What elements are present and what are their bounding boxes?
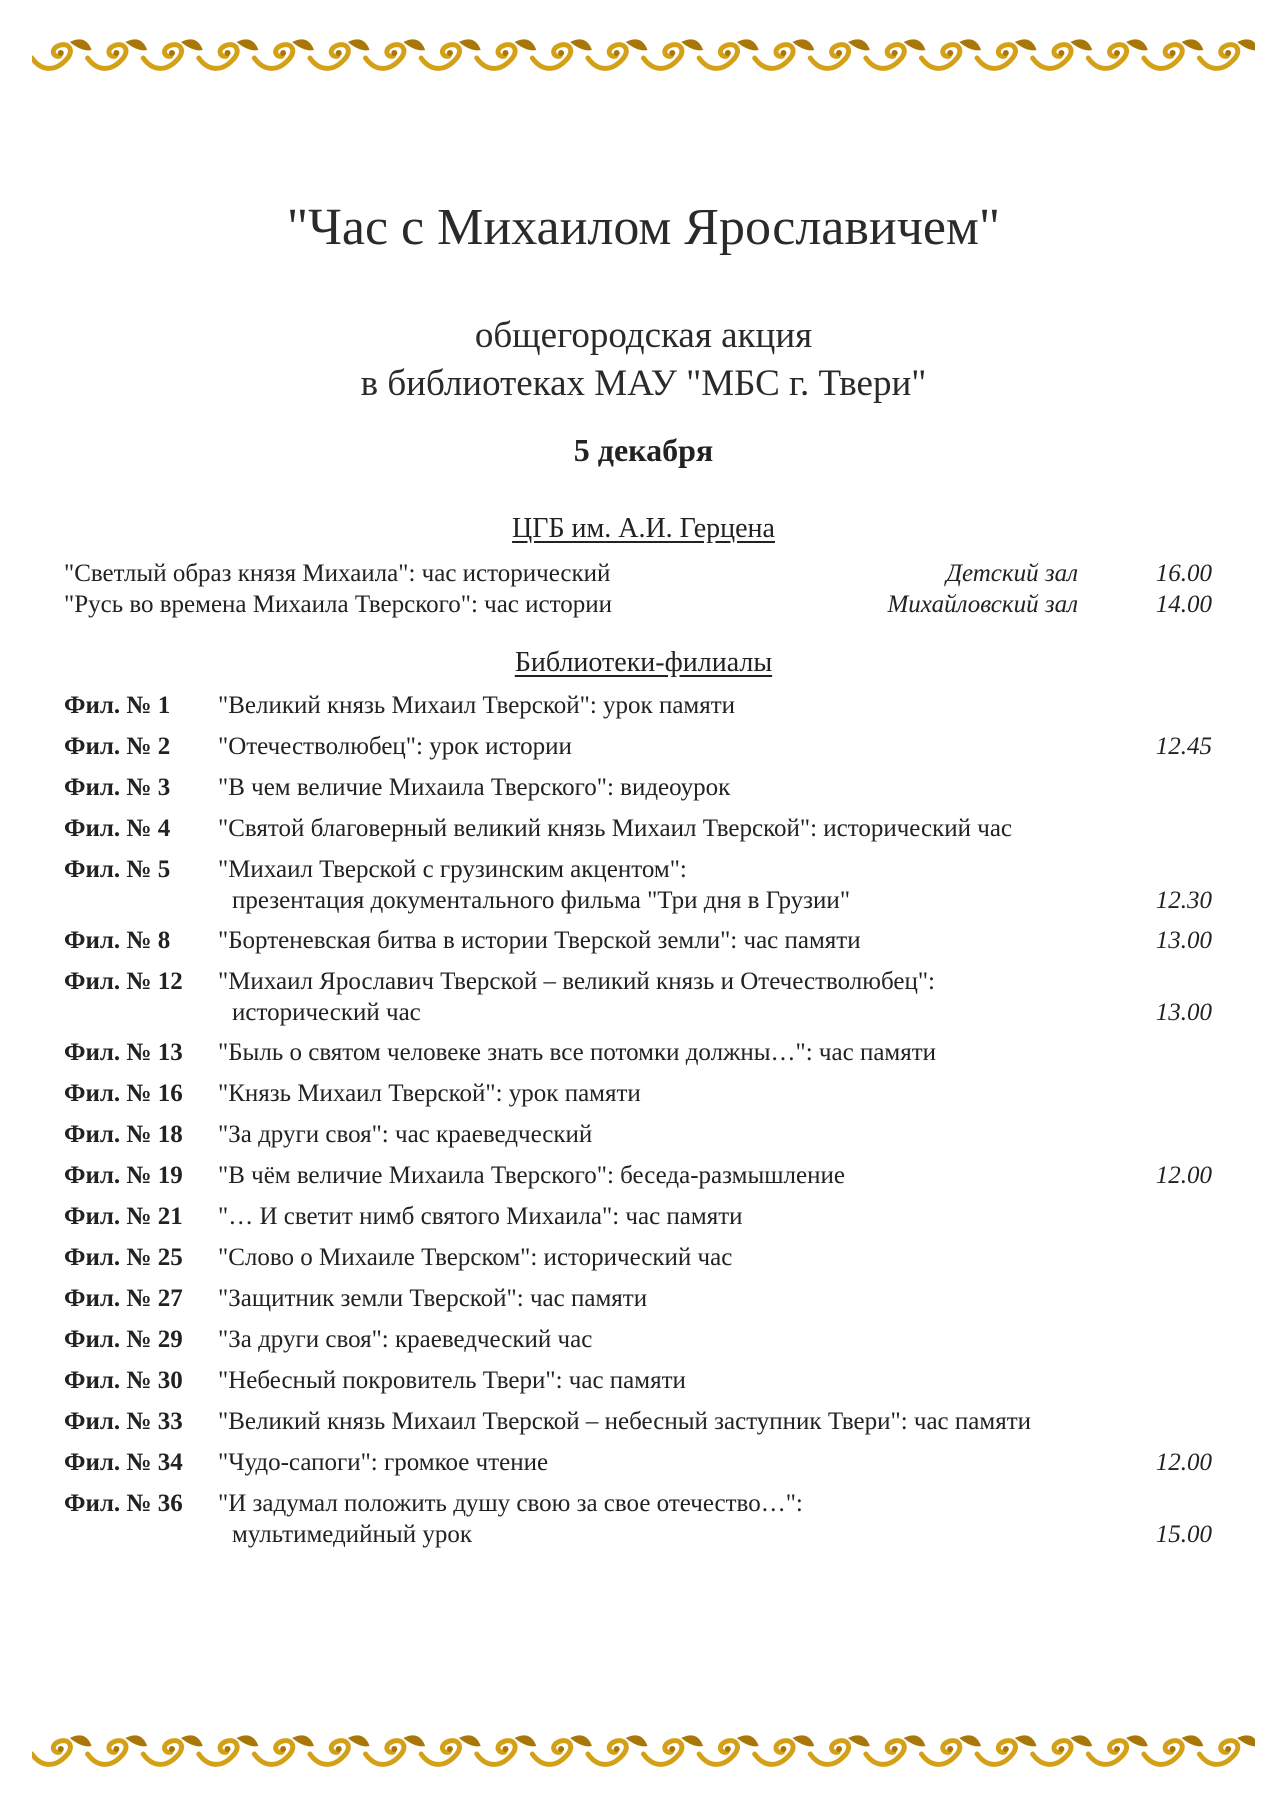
- event-time: 13.00: [1155, 927, 1212, 954]
- event-line-1: "Слово о Михаиле Тверском": исторический час: [218, 1244, 733, 1271]
- branch-label: Фил. № 8: [64, 927, 171, 954]
- branch-label: Фил. № 2: [64, 733, 171, 760]
- event-line-1: "Небесный покровитель Твери": час памяти: [218, 1367, 686, 1394]
- branch-event-text: [218, 1078, 1102, 1109]
- scroll-ornament: [866, 39, 926, 68]
- scroll-ornament: [421, 39, 481, 68]
- subtitle-line-1: общегородская акция: [474, 315, 813, 356]
- event-time: 12.30: [1155, 887, 1212, 914]
- branch-event-text: [218, 854, 1102, 916]
- branch-event-row: [64, 966, 1212, 1028]
- subtitle: [0, 312, 1287, 408]
- branch-label: Фил. № 5: [64, 856, 171, 883]
- scroll-ornament: [32, 1735, 92, 1764]
- branch-event-text: [218, 1242, 1102, 1273]
- branch-event-row: [64, 925, 1212, 956]
- event-line-1: "Святой благоверный великий князь Михаил Тверской": исторический час: [218, 815, 1013, 842]
- scroll-ornament: [644, 39, 704, 68]
- branch-event-text: [218, 1365, 1102, 1396]
- branch-event-row: [64, 690, 1212, 721]
- branch-event-text: [218, 772, 1102, 803]
- branch-event-row: [64, 1406, 1212, 1437]
- branch-label: Фил. № 21: [64, 1203, 183, 1230]
- branch-event-text: [218, 1201, 1102, 1232]
- branch-event-row: [64, 1324, 1212, 1355]
- branch-event-text: [218, 1119, 1102, 1150]
- scroll-ornament: [699, 1735, 759, 1764]
- branch-event-text: [218, 1488, 1102, 1550]
- scroll-ornament: [199, 1735, 259, 1764]
- branch-event-text: [218, 925, 1102, 956]
- event-title: "Русь во времена Михаила Тверского": час истории: [64, 591, 612, 618]
- event-line-1: "… И светит нимб святого Михаила": час памяти: [218, 1203, 743, 1230]
- branch-event-text: [218, 1447, 1102, 1478]
- scroll-ornament: [810, 39, 870, 68]
- branch-event-text: [218, 690, 1102, 721]
- scroll-ornament: [588, 39, 648, 68]
- event-room: Детский зал: [946, 560, 1078, 587]
- scroll-ornament: [1088, 1735, 1148, 1764]
- scroll-ornament: [810, 1735, 870, 1764]
- branch-label: Фил. № 30: [64, 1367, 183, 1394]
- scroll-ornament: [532, 1735, 592, 1764]
- scroll-ornament: [866, 1735, 926, 1764]
- central-library-heading: ЦГБ им. А.И. Герцена: [512, 513, 775, 544]
- scroll-ornament: [1144, 39, 1204, 68]
- event-line-1: "И задумал положить душу свою за свое отечество…":: [218, 1490, 803, 1517]
- scroll-ornament: [254, 1735, 314, 1764]
- branch-event-text: [218, 813, 1102, 844]
- scroll-ornament: [421, 1735, 481, 1764]
- scroll-ornament: [1199, 39, 1255, 68]
- branch-event-row: [64, 1488, 1212, 1550]
- scroll-ornament: [755, 39, 815, 68]
- scroll-ornament: [1033, 39, 1093, 68]
- branch-event-row: [64, 813, 1212, 844]
- event-line-2: исторический час: [232, 999, 421, 1026]
- branch-label: Фил. № 27: [64, 1285, 183, 1312]
- branch-event-text: [218, 731, 1102, 762]
- branch-event-row: [64, 1447, 1212, 1478]
- branch-label: Фил. № 36: [64, 1490, 183, 1517]
- scroll-ornament: [366, 1735, 426, 1764]
- branch-event-row: [64, 772, 1212, 803]
- branch-event-row: [64, 1078, 1212, 1109]
- branch-label: Фил. № 19: [64, 1162, 183, 1189]
- scroll-ornament: [1088, 39, 1148, 68]
- scroll-ornament: [977, 1735, 1037, 1764]
- event-time: 15.00: [1155, 1521, 1212, 1548]
- scroll-ornament: [699, 39, 759, 68]
- branch-label: Фил. № 18: [64, 1121, 183, 1148]
- bottom-ornament-border: [32, 1728, 1255, 1772]
- central-event-row: [64, 560, 1212, 592]
- event-line-2: презентация документального фильма "Три дня в Грузии": [232, 887, 851, 914]
- event-time: 12.00: [1155, 1162, 1212, 1189]
- event-line-1: "В чём величие Михаила Тверского": беседа-размышление: [218, 1162, 845, 1189]
- scroll-ornament: [477, 39, 537, 68]
- scroll-ornament: [199, 39, 259, 68]
- event-line-1: "За други своя": краеведческий час: [218, 1326, 593, 1353]
- branch-label: Фил. № 3: [64, 774, 171, 801]
- branch-event-row: [64, 1365, 1212, 1396]
- scroll-ornament: [588, 1735, 648, 1764]
- scroll-ornament: [143, 1735, 203, 1764]
- branch-event-row: [64, 731, 1212, 762]
- scroll-ornament: [477, 1735, 537, 1764]
- event-date: 5 декабря: [573, 432, 714, 468]
- scroll-ornament: [532, 39, 592, 68]
- event-line-2: мультимедийный урок: [232, 1521, 472, 1548]
- scroll-ornament: [88, 39, 148, 68]
- event-line-1: "В чем величие Михаила Тверского": видеоурок: [218, 774, 731, 801]
- branch-label: Фил. № 13: [64, 1039, 183, 1066]
- scroll-ornament: [1033, 1735, 1093, 1764]
- scroll-ornament: [366, 39, 426, 68]
- scroll-ornament: [755, 1735, 815, 1764]
- branch-label: Фил. № 1: [64, 692, 171, 719]
- scroll-ornament: [32, 39, 92, 68]
- branch-event-text: [218, 1324, 1102, 1355]
- scroll-ornament: [1199, 1735, 1255, 1764]
- event-line-1: "Бортеневская битва в истории Тверской земли": час памяти: [218, 927, 861, 954]
- branch-event-row: [64, 1242, 1212, 1273]
- event-room: Михайловский зал: [887, 591, 1078, 618]
- event-time: 12.45: [1155, 733, 1212, 760]
- branch-label: Фил. № 25: [64, 1244, 183, 1271]
- scroll-ornament: [310, 1735, 370, 1764]
- scroll-ornament: [143, 39, 203, 68]
- event-line-1: "За други своя": час краеведческий: [218, 1121, 593, 1148]
- branch-event-list: [64, 690, 1212, 1559]
- scroll-ornament: [921, 1735, 981, 1764]
- branch-event-text: [218, 1406, 1102, 1437]
- event-line-1: "Быль о святом человеке знать все потомки должны…": час памяти: [218, 1039, 937, 1066]
- branch-event-row: [64, 1201, 1212, 1232]
- scroll-ornament: [88, 1735, 148, 1764]
- branch-label: Фил. № 29: [64, 1326, 183, 1353]
- branch-event-text: [218, 966, 1102, 1028]
- branch-event-text: [218, 1160, 1102, 1191]
- event-time: 16.00: [1155, 560, 1212, 587]
- page-title: "Час с Михаилом Ярославичем": [286, 199, 1001, 256]
- event-time: 12.00: [1155, 1449, 1212, 1476]
- central-event-row: [64, 591, 1212, 623]
- scroll-ornament: [310, 39, 370, 68]
- top-ornament-border: [32, 32, 1255, 76]
- branch-label: Фил. № 34: [64, 1449, 183, 1476]
- event-line-1: "Чудо-сапоги": громкое чтение: [218, 1449, 549, 1476]
- branch-event-row: [64, 1160, 1212, 1191]
- event-line-1: "Великий князь Михаил Тверской – небесный заступник Твери": час памяти: [218, 1408, 1032, 1435]
- branch-label: Фил. № 12: [64, 968, 183, 995]
- branches-heading: Библиотеки-филиалы: [514, 647, 773, 678]
- event-time: 14.00: [1155, 591, 1212, 618]
- scroll-ornament: [921, 39, 981, 68]
- branch-label: Фил. № 33: [64, 1408, 183, 1435]
- branch-event-row: [64, 854, 1212, 916]
- event-title: "Светлый образ князя Михаила": час исторический: [64, 560, 611, 587]
- scroll-ornament: [977, 39, 1037, 68]
- branch-label: Фил. № 16: [64, 1080, 183, 1107]
- branch-event-text: [218, 1283, 1102, 1314]
- scroll-ornament: [644, 1735, 704, 1764]
- event-line-1: "Защитник земли Тверской": час памяти: [218, 1285, 648, 1312]
- subtitle-line-2: в библиотеках МАУ "МБС г. Твери": [360, 363, 927, 404]
- event-line-1: "Великий князь Михаил Тверской": урок памяти: [218, 692, 736, 719]
- event-time: 13.00: [1155, 999, 1212, 1026]
- branch-event-row: [64, 1037, 1212, 1068]
- scroll-ornament: [254, 39, 314, 68]
- event-line-1: "Князь Михаил Тверской": урок памяти: [218, 1080, 641, 1107]
- branch-event-row: [64, 1119, 1212, 1150]
- event-line-1: "Михаил Тверской с грузинским акцентом":: [218, 856, 687, 883]
- branch-event-text: [218, 1037, 1102, 1068]
- scroll-ornament: [1144, 1735, 1204, 1764]
- event-line-1: "Отечестволюбец": урок истории: [218, 733, 572, 760]
- branch-event-row: [64, 1283, 1212, 1314]
- branch-label: Фил. № 4: [64, 815, 171, 842]
- event-line-1: "Михаил Ярославич Тверской – великий князь и Отечестволюбец":: [218, 968, 935, 995]
